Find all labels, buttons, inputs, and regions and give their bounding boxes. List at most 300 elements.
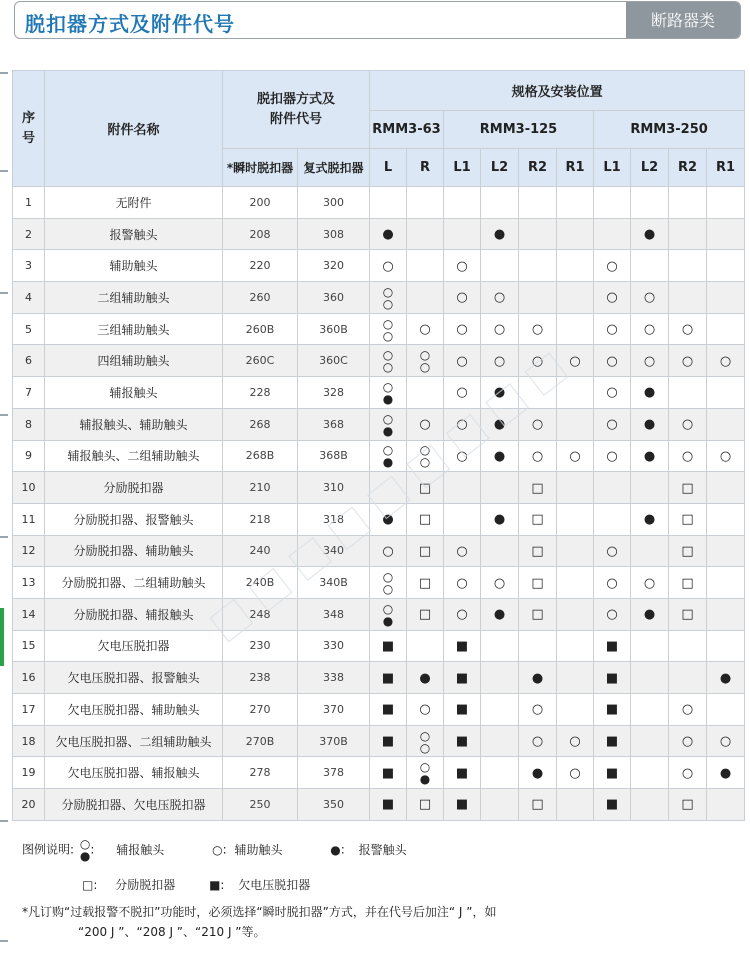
- symbol-icon: ●: [531, 670, 544, 686]
- position-cell: [519, 187, 557, 219]
- position-cell: [407, 725, 444, 757]
- row-compound-code: 348: [298, 598, 370, 630]
- symbol-icon: ●: [493, 512, 506, 528]
- table-row: [13, 725, 745, 757]
- position-cell: [707, 250, 745, 282]
- row-instant-code: 270B: [223, 725, 298, 757]
- row-name: 分励脱扣器、欠电压脱扣器: [45, 789, 223, 821]
- symbol-icon: ■: [455, 638, 469, 654]
- position-cell: [407, 598, 444, 630]
- symbol-icon: ○: [606, 290, 618, 306]
- symbol-icon: ○: [606, 353, 618, 369]
- position-cell: [444, 282, 481, 314]
- row-no: 11: [13, 503, 45, 535]
- stacked-symbol-icon: ○ ●: [382, 601, 394, 628]
- position-cell: [370, 313, 407, 345]
- row-no: 8: [13, 408, 45, 440]
- header-position: L1: [594, 149, 631, 187]
- alarm-icon: ●: [330, 842, 341, 857]
- position-cell: [444, 598, 481, 630]
- symbol-icon: ●: [382, 227, 394, 243]
- row-no: 15: [13, 630, 45, 662]
- symbol-icon: ○: [531, 448, 544, 464]
- position-cell: [444, 408, 481, 440]
- symbol-icon: ○: [606, 607, 618, 623]
- position-cell: [407, 408, 444, 440]
- symbol-icon: ■: [381, 670, 395, 686]
- symbol-icon: ○: [493, 575, 506, 591]
- stacked-symbol-icon: ○ ○: [382, 570, 394, 597]
- position-cell: [707, 662, 745, 694]
- position-cell: [594, 440, 631, 472]
- row-compound-code: 370: [298, 694, 370, 726]
- position-cell: [481, 503, 519, 535]
- symbol-icon: ●: [382, 512, 394, 528]
- position-cell: [519, 282, 557, 314]
- position-cell: [631, 598, 669, 630]
- stacked-symbol-icon: ○ ●: [382, 411, 394, 438]
- row-name: 辅助触头: [45, 250, 223, 282]
- row-compound-code: 340B: [298, 567, 370, 599]
- position-cell: [669, 567, 707, 599]
- position-cell: [669, 662, 707, 694]
- position-cell: [481, 598, 519, 630]
- footnote-line-2: “200 J ”、“208 J ”、“210 J ”等。: [78, 925, 266, 939]
- header-position: L2: [631, 149, 669, 187]
- position-cell: [669, 472, 707, 504]
- table-row: [13, 218, 745, 250]
- table-row: [13, 535, 745, 567]
- symbol-icon: □: [531, 607, 544, 623]
- position-cell: [370, 757, 407, 789]
- symbol-icon: □: [418, 512, 432, 528]
- aux-icon: ○: [212, 842, 223, 857]
- position-cell: [707, 345, 745, 377]
- table-row: [13, 313, 745, 345]
- position-cell: [481, 662, 519, 694]
- position-cell: [519, 535, 557, 567]
- symbol-icon: ○: [419, 417, 431, 433]
- table-row: [13, 440, 745, 472]
- position-cell: [407, 535, 444, 567]
- position-cell: [669, 187, 707, 219]
- position-cell: [481, 282, 519, 314]
- accessory-code-table: [12, 70, 745, 821]
- row-no: 6: [13, 345, 45, 377]
- position-cell: [669, 250, 707, 282]
- page-title: 脱扣器方式及附件代号: [25, 12, 235, 36]
- position-cell: [557, 377, 594, 409]
- position-cell: [407, 757, 444, 789]
- table-row: [13, 757, 745, 789]
- position-cell: [594, 472, 631, 504]
- row-compound-code: 360C: [298, 345, 370, 377]
- position-cell: [370, 662, 407, 694]
- table-row: [13, 282, 745, 314]
- position-cell: [407, 472, 444, 504]
- row-instant-code: 218: [223, 503, 298, 535]
- symbol-icon: ○: [531, 353, 544, 369]
- undervoltage-icon: ■: [209, 878, 221, 892]
- position-cell: [407, 662, 444, 694]
- position-cell: [707, 503, 745, 535]
- row-name: 分励脱扣器、报警触头: [45, 503, 223, 535]
- header-compound: 复式脱扣器: [298, 149, 370, 187]
- header-position: R1: [557, 149, 594, 187]
- position-cell: [669, 218, 707, 250]
- position-cell: [370, 345, 407, 377]
- symbol-icon: ●: [493, 448, 506, 464]
- symbol-icon: ○: [531, 734, 544, 750]
- symbol-icon: ○: [643, 353, 656, 369]
- position-cell: [557, 535, 594, 567]
- position-cell: [519, 345, 557, 377]
- table-row: [13, 662, 745, 694]
- symbol-icon: ○: [493, 290, 506, 306]
- symbol-icon: □: [681, 607, 694, 623]
- table-row: [13, 408, 745, 440]
- row-instant-code: 208: [223, 218, 298, 250]
- row-no: 5: [13, 313, 45, 345]
- position-cell: [669, 503, 707, 535]
- position-cell: [444, 377, 481, 409]
- position-cell: [481, 757, 519, 789]
- symbol-icon: ○: [419, 702, 431, 718]
- row-compound-code: 330: [298, 630, 370, 662]
- position-cell: [519, 567, 557, 599]
- header-model-63: RMM3-63: [370, 111, 444, 149]
- symbol-icon: ●: [531, 765, 544, 781]
- position-cell: [557, 282, 594, 314]
- symbol-icon: ●: [719, 765, 732, 781]
- symbol-icon: □: [531, 480, 544, 496]
- symbol-icon: □: [418, 543, 432, 559]
- position-cell: [407, 313, 444, 345]
- row-no: 18: [13, 725, 45, 757]
- symbol-icon: ○: [419, 322, 431, 338]
- symbol-icon: ●: [643, 227, 656, 243]
- table-row: [13, 377, 745, 409]
- symbol-icon: ○: [681, 765, 694, 781]
- row-name: 三组辅助触头: [45, 313, 223, 345]
- row-compound-code: 340: [298, 535, 370, 567]
- row-instant-code: 240: [223, 535, 298, 567]
- symbol-icon: ○: [456, 385, 468, 401]
- symbol-icon: ■: [381, 765, 395, 781]
- position-cell: [669, 408, 707, 440]
- symbol-icon: ○: [569, 765, 581, 781]
- table-row: [13, 598, 745, 630]
- row-no: 12: [13, 535, 45, 567]
- position-cell: [669, 598, 707, 630]
- symbol-icon: ○: [643, 290, 656, 306]
- symbol-icon: ○: [606, 385, 618, 401]
- row-name: 四组辅助触头: [45, 345, 223, 377]
- table-row: [13, 250, 745, 282]
- row-compound-code: 368B: [298, 440, 370, 472]
- footnote: [22, 902, 496, 942]
- position-cell: [407, 345, 444, 377]
- position-cell: [707, 282, 745, 314]
- position-cell: [669, 282, 707, 314]
- position-cell: [519, 250, 557, 282]
- position-cell: [370, 694, 407, 726]
- position-cell: [481, 535, 519, 567]
- table-row: [13, 567, 745, 599]
- symbol-icon: ●: [493, 417, 506, 433]
- row-compound-code: 360B: [298, 313, 370, 345]
- position-cell: [407, 694, 444, 726]
- position-cell: [631, 567, 669, 599]
- position-cell: [631, 218, 669, 250]
- position-cell: [557, 630, 594, 662]
- symbol-icon: ○: [606, 322, 618, 338]
- symbol-icon: ○: [456, 575, 468, 591]
- position-cell: [444, 789, 481, 821]
- symbol-icon: □: [681, 797, 694, 813]
- symbol-icon: □: [681, 543, 694, 559]
- table-row: [13, 472, 745, 504]
- position-cell: [631, 408, 669, 440]
- symbol-icon: ○: [531, 322, 544, 338]
- position-cell: [707, 472, 745, 504]
- position-cell: [557, 440, 594, 472]
- legend-alarm: 报警触头: [358, 842, 407, 857]
- row-no: 16: [13, 662, 45, 694]
- position-cell: [519, 408, 557, 440]
- position-cell: [557, 503, 594, 535]
- symbol-icon: ○: [456, 417, 468, 433]
- position-cell: [594, 662, 631, 694]
- position-cell: [481, 725, 519, 757]
- position-cell: [557, 345, 594, 377]
- row-no: 3: [13, 250, 45, 282]
- position-cell: [631, 345, 669, 377]
- symbol-icon: □: [418, 575, 432, 591]
- legend-aux-alarm: 辅报触头: [116, 842, 165, 857]
- position-cell: [631, 250, 669, 282]
- row-instant-code: 268B: [223, 440, 298, 472]
- position-cell: [594, 282, 631, 314]
- row-compound-code: 368: [298, 408, 370, 440]
- symbol-icon: ●: [493, 227, 506, 243]
- position-cell: [594, 725, 631, 757]
- position-cell: [594, 694, 631, 726]
- symbol-icon: ○: [493, 322, 506, 338]
- aux-alarm-icon: ○ ●: [79, 837, 91, 863]
- symbol-icon: ○: [382, 258, 394, 274]
- position-cell: [481, 250, 519, 282]
- symbol-icon: □: [531, 575, 544, 591]
- position-cell: [481, 472, 519, 504]
- row-compound-code: 310: [298, 472, 370, 504]
- position-cell: [631, 282, 669, 314]
- symbol-icon: ●: [419, 670, 431, 686]
- position-cell: [519, 313, 557, 345]
- symbol-icon: ○: [719, 734, 732, 750]
- position-cell: [519, 662, 557, 694]
- position-cell: [631, 662, 669, 694]
- position-cell: [557, 472, 594, 504]
- position-cell: [557, 187, 594, 219]
- symbol-icon: □: [681, 575, 694, 591]
- row-name: 辅报触头: [45, 377, 223, 409]
- position-cell: [557, 694, 594, 726]
- symbol-icon: □: [681, 512, 694, 528]
- row-name: 二组辅助触头: [45, 282, 223, 314]
- symbol-icon: ○: [681, 417, 694, 433]
- symbol-icon: ●: [643, 385, 656, 401]
- row-compound-code: 320: [298, 250, 370, 282]
- row-no: 4: [13, 282, 45, 314]
- position-cell: [594, 503, 631, 535]
- position-cell: [594, 408, 631, 440]
- row-name: 欠电压脱扣器、辅报触头: [45, 757, 223, 789]
- position-cell: [444, 694, 481, 726]
- row-no: 2: [13, 218, 45, 250]
- position-cell: [631, 694, 669, 726]
- stacked-symbol-icon: ○ ●: [382, 443, 394, 470]
- position-cell: [557, 725, 594, 757]
- symbol-icon: ■: [455, 670, 469, 686]
- row-no: 7: [13, 377, 45, 409]
- position-cell: [631, 187, 669, 219]
- symbol-icon: ○: [456, 290, 468, 306]
- position-cell: [594, 187, 631, 219]
- position-cell: [481, 313, 519, 345]
- row-instant-code: 278: [223, 757, 298, 789]
- position-cell: [407, 440, 444, 472]
- position-cell: [669, 725, 707, 757]
- position-cell: [631, 313, 669, 345]
- position-cell: [594, 757, 631, 789]
- position-cell: [594, 377, 631, 409]
- symbol-icon: ○: [606, 543, 618, 559]
- row-instant-code: 270: [223, 694, 298, 726]
- row-instant-code: 238: [223, 662, 298, 694]
- row-name: 分励脱扣器、辅报触头: [45, 598, 223, 630]
- position-cell: [481, 567, 519, 599]
- symbol-icon: ○: [493, 353, 506, 369]
- table-row: [13, 345, 745, 377]
- position-cell: [444, 472, 481, 504]
- row-name: 欠电压脱扣器: [45, 630, 223, 662]
- position-cell: [444, 187, 481, 219]
- symbol-icon: ■: [455, 797, 469, 813]
- position-cell: [707, 757, 745, 789]
- header-position: L1: [444, 149, 481, 187]
- position-cell: [519, 218, 557, 250]
- position-cell: [707, 313, 745, 345]
- position-cell: [444, 535, 481, 567]
- row-compound-code: 328: [298, 377, 370, 409]
- position-cell: [519, 472, 557, 504]
- header-spec: 规格及安装位置: [370, 71, 745, 111]
- position-cell: [631, 535, 669, 567]
- position-cell: [481, 694, 519, 726]
- row-compound-code: 338: [298, 662, 370, 694]
- row-no: 13: [13, 567, 45, 599]
- row-name: 欠电压脱扣器、报警触头: [45, 662, 223, 694]
- row-compound-code: 360: [298, 282, 370, 314]
- position-cell: [557, 757, 594, 789]
- position-cell: [519, 694, 557, 726]
- position-cell: [707, 789, 745, 821]
- symbol-icon: ■: [605, 734, 619, 750]
- symbol-icon: ■: [381, 734, 395, 750]
- position-cell: [669, 630, 707, 662]
- legend-title: 图例说明:: [22, 842, 75, 857]
- symbol-icon: ●: [643, 448, 656, 464]
- stacked-symbol-icon: ○ ○: [419, 348, 431, 375]
- row-instant-code: 200: [223, 187, 298, 219]
- position-cell: [557, 789, 594, 821]
- position-cell: [481, 630, 519, 662]
- position-cell: [444, 567, 481, 599]
- position-cell: [481, 408, 519, 440]
- row-instant-code: 228: [223, 377, 298, 409]
- row-no: 9: [13, 440, 45, 472]
- symbol-icon: □: [418, 797, 432, 813]
- symbol-icon: ○: [456, 258, 468, 274]
- position-cell: [707, 535, 745, 567]
- row-no: 19: [13, 757, 45, 789]
- position-cell: [444, 313, 481, 345]
- row-compound-code: 318: [298, 503, 370, 535]
- position-cell: [370, 377, 407, 409]
- row-name: 无附件: [45, 187, 223, 219]
- symbol-icon: ○: [606, 575, 618, 591]
- position-cell: [444, 630, 481, 662]
- header-position: R2: [519, 149, 557, 187]
- row-no: 14: [13, 598, 45, 630]
- symbol-icon: ○: [456, 543, 468, 559]
- row-no: 17: [13, 694, 45, 726]
- position-cell: [370, 218, 407, 250]
- header-position: R1: [707, 149, 745, 187]
- header-name: 附件名称: [45, 71, 223, 187]
- symbol-icon: ●: [643, 417, 656, 433]
- symbol-icon: ■: [455, 765, 469, 781]
- row-instant-code: 248: [223, 598, 298, 630]
- header-position: R: [407, 149, 444, 187]
- position-cell: [519, 377, 557, 409]
- position-cell: [407, 250, 444, 282]
- position-cell: [407, 630, 444, 662]
- position-cell: [707, 598, 745, 630]
- position-cell: [444, 440, 481, 472]
- position-cell: [707, 377, 745, 409]
- position-cell: [557, 408, 594, 440]
- category-tab[interactable]: 断路器类: [626, 2, 740, 39]
- position-cell: [407, 218, 444, 250]
- position-cell: [669, 535, 707, 567]
- position-cell: [444, 250, 481, 282]
- symbol-icon: ■: [381, 702, 395, 718]
- header-position: L2: [481, 149, 519, 187]
- symbol-icon: ○: [606, 448, 618, 464]
- position-cell: [707, 408, 745, 440]
- position-cell: [370, 472, 407, 504]
- position-cell: [444, 218, 481, 250]
- symbol-icon: ○: [681, 448, 694, 464]
- position-cell: [557, 218, 594, 250]
- position-cell: [594, 535, 631, 567]
- symbol-icon: ●: [643, 607, 656, 623]
- symbol-icon: ○: [531, 417, 544, 433]
- position-cell: [370, 630, 407, 662]
- symbol-icon: ○: [456, 607, 468, 623]
